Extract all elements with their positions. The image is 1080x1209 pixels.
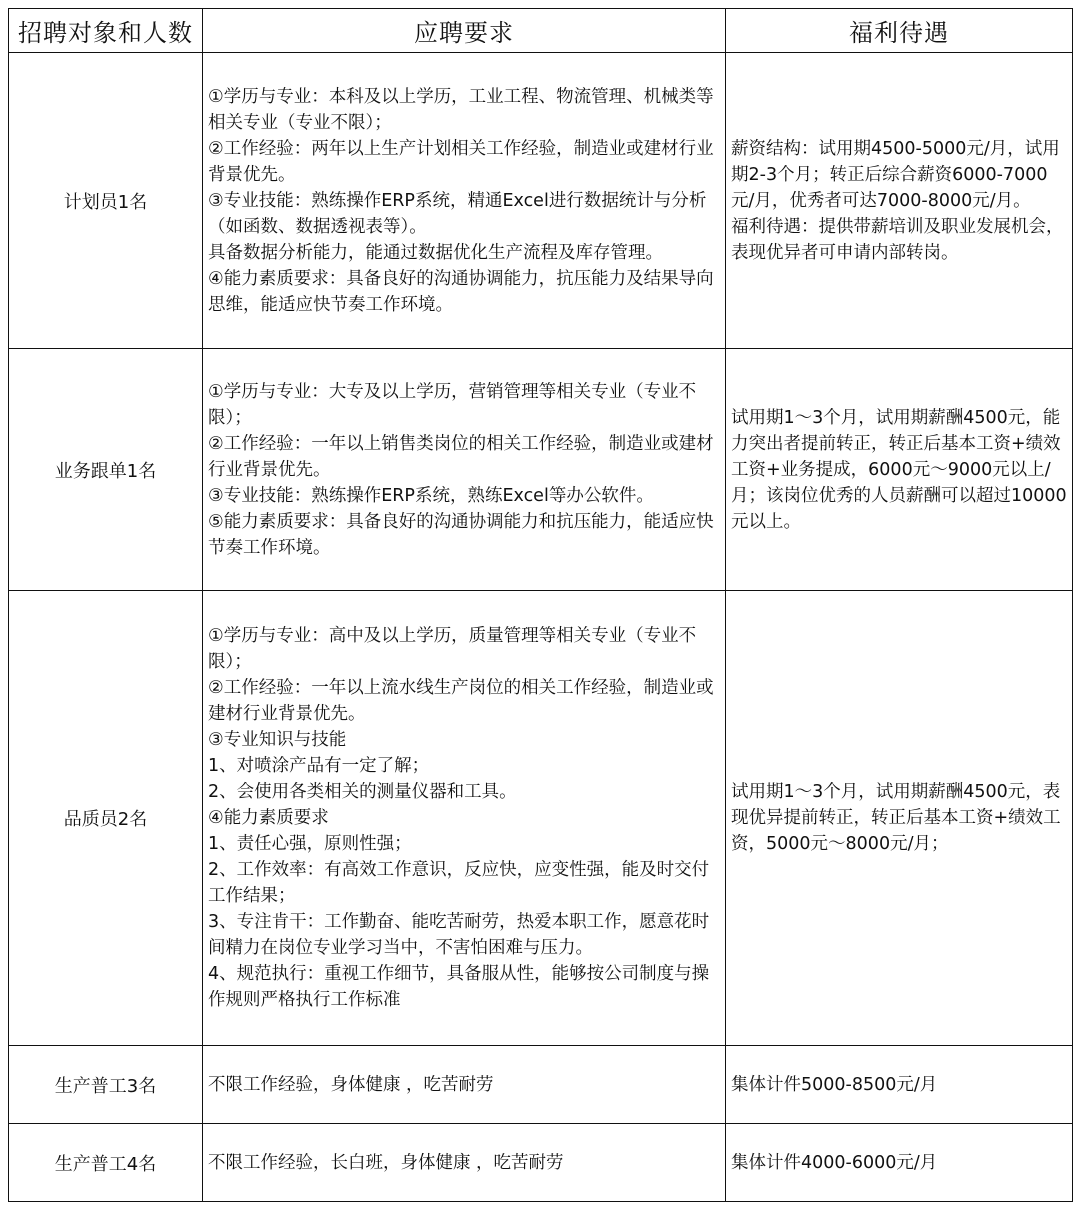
requirement-line: 具备数据分析能力，能通过数据优化生产流程及库存管理。 (208, 242, 663, 263)
requirement-line: 不限工作经验，长白班，身体健康 ，吃苦耐劳 (208, 1152, 564, 1173)
requirement-line: ②工作经验：一年以上流水线生产岗位的相关工作经验，制造业或建材行业背景优先。 (208, 678, 714, 724)
requirement-line: 4、规范执行：重视工作细节，具备服从性，能够按公司制度与操作规则严格执行工作标准 (208, 964, 710, 1010)
requirement-line: ③专业技能：熟练操作ERP系统，精通Excel进行数据统计与分析（如函数、数据透视表等）。 (208, 190, 707, 237)
position-cell: 生产普工4名 (9, 1124, 203, 1202)
benefits-cell (726, 53, 1073, 349)
benefit-line: 试用期1～3个月，试用期薪酬4500元，表现优异提前转正，转正后基本工资+绩效工资，5000元～8000元/月； (731, 782, 1061, 854)
header-benefits: 福利待遇 (726, 9, 1073, 53)
benefit-line: 集体计件5000-8500元/月 (731, 1074, 938, 1095)
table-row (9, 53, 1073, 349)
position-cell: 计划员1名 (9, 53, 203, 349)
requirements-cell (203, 53, 726, 349)
header-position: 招聘对象和人数 (9, 9, 203, 53)
position-cell: 品质员2名 (9, 591, 203, 1046)
position-cell: 业务跟单1名 (9, 349, 203, 591)
benefits-cell (726, 349, 1073, 591)
table-row (9, 1046, 1073, 1124)
requirement-line: 1、对喷涂产品有一定了解； (208, 756, 430, 776)
benefit-line: 薪资结构：试用期4500-5000元/月，试用期2-3个月；转正后综合薪资6000-7000元/月，优秀者可达7000-8000元/月。 (731, 138, 1060, 211)
table-row (9, 349, 1073, 591)
requirement-line: ④能力素质要求：具备良好的沟通协调能力，抗压能力及结果导向思维，能适应快节奏工作环境。 (208, 268, 714, 315)
requirement-line: 1、责任心强，原则性强； (208, 834, 412, 854)
position-cell: 生产普工3名 (9, 1046, 203, 1124)
benefits-cell (726, 1124, 1073, 1202)
requirement-line: 2、工作效率：有高效工作意识，反应快，应变性强，能及时交付工作结果； (208, 860, 710, 906)
requirement-line: ①学历与专业：大专及以上学历，营销管理等相关专业（专业不限）； (208, 381, 697, 428)
benefits-cell (726, 591, 1073, 1046)
requirement-line: ②工作经验：两年以上生产计划相关工作经验，制造业或建材行业背景优先。 (208, 138, 714, 185)
header-row (9, 9, 1073, 53)
benefit-line: 试用期1～3个月，试用期薪酬4500元，能力突出者提前转正，转正后基本工资+绩效工资+业务提成，6000元～9000元以上/月；该岗位优秀的人员薪酬可以超过10000元以上。 (731, 407, 1067, 532)
requirements-cell (203, 1124, 726, 1202)
table-row (9, 1124, 1073, 1202)
requirement-line: ③专业知识与技能 (208, 730, 347, 750)
requirement-line: 2、会使用各类相关的测量仪器和工具。 (208, 782, 517, 802)
benefit-line: 福利待遇：提供带薪培训及职业发展机会，表现优异者可申请内部转岗。 (731, 216, 1064, 263)
benefits-cell (726, 1046, 1073, 1124)
table-row (9, 591, 1073, 1046)
requirement-line: ③专业技能：熟练操作ERP系统，熟练Excel等办公软件。 (208, 485, 654, 506)
benefit-line: 集体计件4000-6000元/月 (731, 1152, 938, 1173)
requirement-line: ⑤能力素质要求：具备良好的沟通协调能力和抗压能力，能适应快节奏工作环境。 (208, 511, 714, 558)
requirement-line: ②工作经验：一年以上销售类岗位的相关工作经验，制造业或建材行业背景优先。 (208, 433, 714, 480)
header-requirements: 应聘要求 (203, 9, 726, 53)
requirements-cell (203, 349, 726, 591)
requirement-line: ④能力素质要求 (208, 808, 329, 828)
recruitment-table (8, 8, 1073, 1202)
requirements-cell (203, 1046, 726, 1124)
requirement-line: ①学历与专业：高中及以上学历，质量管理等相关专业（专业不限）； (208, 626, 697, 672)
requirement-line: ①学历与专业：本科及以上学历，工业工程、物流管理、机械类等相关专业（专业不限）； (208, 86, 714, 133)
requirement-line: 不限工作经验，身体健康 ，吃苦耐劳 (208, 1074, 494, 1095)
requirement-line: 3、专注肯干：工作勤奋、能吃苦耐劳，热爱本职工作，愿意花时间精力在岗位专业学习当中，不害怕困难与压力。 (208, 912, 710, 958)
requirements-cell (203, 591, 726, 1046)
